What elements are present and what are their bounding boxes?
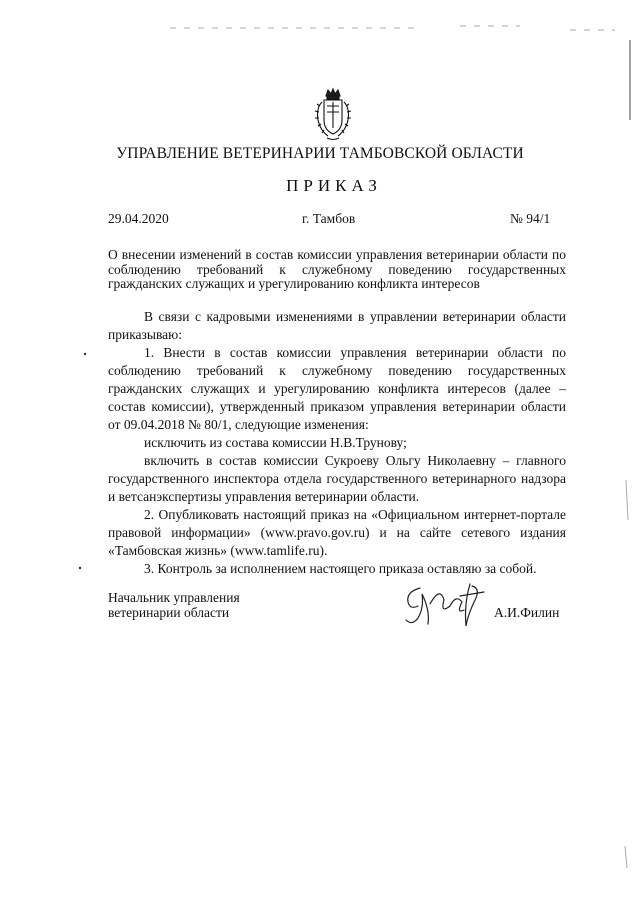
document-date: 29.04.2020 xyxy=(108,211,169,226)
handwritten-signature xyxy=(400,580,490,632)
document-body xyxy=(108,308,566,578)
body-item-1-exclude: исключить из состава комиссии Н.В.Трунову; xyxy=(144,435,407,450)
signatory-name: А.И.Филин xyxy=(494,605,560,620)
document-subject: О внесении изменений в состав комиссии управления ветеринарии области по соблюдению требований к служебному поведению государственных гражданских служащих и урегулированию конфликта интересов xyxy=(108,247,566,291)
body-item-3: 3. Контроль за исполнением настоящего приказа оставляю за собой. xyxy=(144,561,537,576)
body-item-2: 2. Опубликовать настоящий приказ на «Официальном интернет-портале правовой информации» (www.pravo.gov.ru) и на сайте сетевого издания «Тамбовская жизнь» (www.tamlife.ru). xyxy=(108,507,566,558)
signatory-position xyxy=(108,590,308,620)
signatory-position-line-2: ветеринарии области xyxy=(108,605,230,620)
document-type-title: ПРИКАЗ xyxy=(286,176,382,195)
body-item-1: 1. Внести в состав комиссии управления ветеринарии области по соблюдению требований к служебному поведению государственных гражданских служащих и урегулированию конфликта интересов (далее – состав комиссии), утвержденный приказом управления ветеринарии области от 09.04.2018 № 80/1, следующие изменения: xyxy=(108,345,566,432)
body-intro: В связи с кадровыми изменениями в управлении ветеринарии области приказываю: xyxy=(108,309,566,342)
signatory-position-line-1: Начальник управления xyxy=(108,590,240,605)
document-number: № 94/1 xyxy=(510,211,551,226)
coat-of-arms-emblem xyxy=(312,86,354,142)
document-city: г. Тамбов xyxy=(302,211,356,226)
organization-title: УПРАВЛЕНИЕ ВЕТЕРИНАРИИ ТАМБОВСКОЙ ОБЛАСТИ xyxy=(116,145,524,162)
body-item-1-include: включить в состав комиссии Сукроеву Ольгу Николаевну – главного государственного инспектора отдела государственного ветеринарного надзора и ветсанэкспертизы управления ветеринарии области. xyxy=(108,453,566,504)
